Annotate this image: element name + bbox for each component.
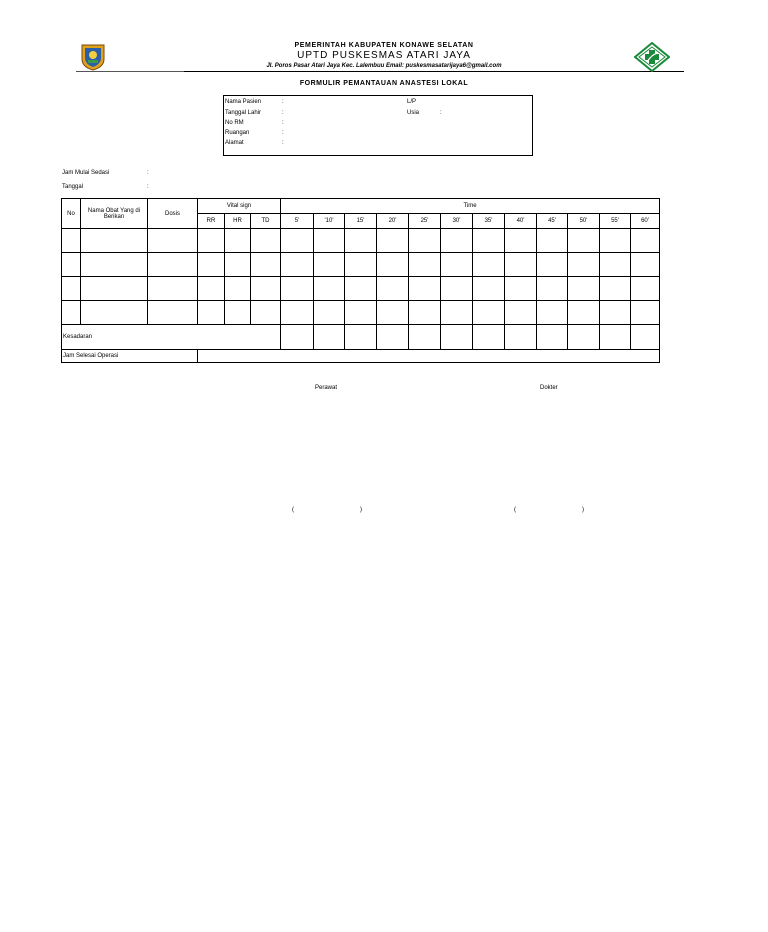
kesadaran-label: Kesadaran bbox=[62, 325, 281, 350]
table-cell[interactable] bbox=[441, 301, 473, 325]
table-cell[interactable] bbox=[198, 301, 225, 325]
table-cell[interactable] bbox=[441, 325, 473, 350]
table-cell[interactable] bbox=[198, 253, 225, 277]
table-cell[interactable] bbox=[225, 229, 251, 253]
table-cell[interactable] bbox=[473, 301, 505, 325]
table-cell[interactable] bbox=[409, 325, 441, 350]
government-name: PEMERINTAH KABUPATEN KONAWE SELATAN bbox=[294, 42, 474, 49]
table-cell[interactable] bbox=[148, 277, 198, 301]
table-cell[interactable] bbox=[568, 301, 600, 325]
table-cell[interactable] bbox=[314, 325, 345, 350]
header-no: No bbox=[62, 199, 81, 229]
table-cell[interactable] bbox=[81, 301, 148, 325]
perawat-sign-open: ( bbox=[292, 507, 294, 513]
table-cell[interactable] bbox=[473, 277, 505, 301]
table-cell[interactable] bbox=[568, 253, 600, 277]
table-cell[interactable] bbox=[409, 301, 441, 325]
patient-info-box: Nama Pasien : Tanggal Lahir : No RM : Ruangan : Alamat : L/P Usia : bbox=[223, 95, 533, 156]
table-cell[interactable] bbox=[631, 253, 660, 277]
puskesmas-logo-icon bbox=[634, 42, 670, 72]
table-cell[interactable] bbox=[600, 325, 631, 350]
table-cell[interactable] bbox=[631, 277, 660, 301]
table-cell[interactable] bbox=[505, 277, 537, 301]
table-cell[interactable] bbox=[600, 277, 631, 301]
table-cell[interactable] bbox=[537, 277, 568, 301]
table-cell[interactable] bbox=[281, 277, 314, 301]
table-cell[interactable] bbox=[314, 301, 345, 325]
table-cell[interactable] bbox=[148, 301, 198, 325]
table-cell[interactable] bbox=[225, 277, 251, 301]
table-cell[interactable] bbox=[62, 277, 81, 301]
header-time-35: 35' bbox=[473, 214, 505, 229]
table-cell[interactable] bbox=[568, 229, 600, 253]
header-vital-sign: Vital sign bbox=[198, 199, 281, 214]
table-cell[interactable] bbox=[441, 253, 473, 277]
header-hr: HR bbox=[225, 214, 251, 229]
table-cell[interactable] bbox=[345, 229, 377, 253]
table-cell[interactable] bbox=[314, 229, 345, 253]
table-cell[interactable] bbox=[148, 229, 198, 253]
jam-selesai-row bbox=[62, 350, 660, 363]
header-time-40: 40' bbox=[505, 214, 537, 229]
table-cell[interactable] bbox=[62, 253, 81, 277]
table-cell[interactable] bbox=[568, 277, 600, 301]
table-cell[interactable] bbox=[600, 229, 631, 253]
header-nama-obat: Nama Obat Yang di Berikan bbox=[81, 199, 148, 229]
header-time-30: 30' bbox=[441, 214, 473, 229]
header-time-55: 55' bbox=[600, 214, 631, 229]
table-cell[interactable] bbox=[198, 229, 225, 253]
table-cell[interactable] bbox=[281, 301, 314, 325]
table-row bbox=[62, 277, 660, 301]
jam-selesai-value[interactable] bbox=[198, 350, 660, 363]
table-cell[interactable] bbox=[148, 253, 198, 277]
table-cell[interactable] bbox=[251, 253, 281, 277]
header-dosis: Dosis bbox=[148, 199, 198, 229]
table-cell[interactable] bbox=[631, 325, 660, 350]
header-rr: RR bbox=[198, 214, 225, 229]
table-cell[interactable] bbox=[198, 277, 225, 301]
table-cell[interactable] bbox=[505, 301, 537, 325]
field-tanggal: Tanggal : bbox=[62, 184, 149, 190]
table-cell[interactable] bbox=[409, 229, 441, 253]
field-jam-mulai-sedasi: Jam Mulai Sedasi : bbox=[62, 170, 149, 176]
table-cell[interactable] bbox=[62, 301, 81, 325]
table-cell[interactable] bbox=[473, 325, 505, 350]
table-row bbox=[62, 301, 660, 325]
table-cell[interactable] bbox=[505, 253, 537, 277]
header-time-20: 20' bbox=[377, 214, 409, 229]
table-cell[interactable] bbox=[314, 277, 345, 301]
table-cell[interactable] bbox=[377, 325, 409, 350]
puskesmas-name: UPTD PUSKESMAS ATARI JAYA bbox=[297, 50, 471, 61]
table-cell[interactable] bbox=[225, 253, 251, 277]
table-row bbox=[62, 229, 660, 253]
table-cell[interactable] bbox=[345, 325, 377, 350]
table-cell[interactable] bbox=[377, 301, 409, 325]
table-cell[interactable] bbox=[537, 229, 568, 253]
table-cell[interactable] bbox=[251, 277, 281, 301]
table-cell[interactable] bbox=[225, 301, 251, 325]
table-cell[interactable] bbox=[631, 229, 660, 253]
table-cell[interactable] bbox=[81, 277, 148, 301]
table-cell[interactable] bbox=[251, 229, 281, 253]
table-cell[interactable] bbox=[505, 325, 537, 350]
table-header-row bbox=[62, 199, 660, 214]
dokter-label: Dokter bbox=[540, 385, 558, 391]
header-time-5: 5' bbox=[281, 214, 314, 229]
header-divider bbox=[184, 71, 684, 72]
table-cell[interactable] bbox=[62, 229, 81, 253]
table-cell[interactable] bbox=[377, 277, 409, 301]
dokter-sign-close: ) bbox=[582, 507, 584, 513]
table-cell[interactable] bbox=[441, 277, 473, 301]
header-td: TD bbox=[251, 214, 281, 229]
address-line: Jl. Poros Pasar Atari Jaya Kec. Lalembuu Email: puskesmasatarijaya6@gmail.com bbox=[266, 63, 502, 69]
table-cell[interactable] bbox=[473, 253, 505, 277]
table-cell[interactable] bbox=[281, 229, 314, 253]
table-cell[interactable] bbox=[377, 229, 409, 253]
table-cell[interactable] bbox=[314, 253, 345, 277]
table-cell[interactable] bbox=[81, 253, 148, 277]
table-cell[interactable] bbox=[345, 253, 377, 277]
header-time-15: 15' bbox=[345, 214, 377, 229]
table-cell[interactable] bbox=[631, 301, 660, 325]
perawat-sign-close: ) bbox=[360, 507, 362, 513]
header-divider-left bbox=[76, 71, 184, 72]
table-cell[interactable] bbox=[345, 301, 377, 325]
dokter-sign-open: ( bbox=[514, 507, 516, 513]
table-cell[interactable] bbox=[441, 229, 473, 253]
table-cell[interactable] bbox=[600, 253, 631, 277]
table-cell[interactable] bbox=[473, 229, 505, 253]
table-cell[interactable] bbox=[505, 229, 537, 253]
table-cell[interactable] bbox=[251, 301, 281, 325]
table-cell[interactable] bbox=[600, 301, 631, 325]
perawat-label: Perawat bbox=[315, 385, 338, 391]
table-cell[interactable] bbox=[281, 325, 314, 350]
data-rows bbox=[62, 229, 660, 325]
table-cell[interactable] bbox=[537, 253, 568, 277]
header-time-25: 25' bbox=[409, 214, 441, 229]
table-cell[interactable] bbox=[377, 253, 409, 277]
table-cell[interactable] bbox=[281, 253, 314, 277]
table-cell[interactable] bbox=[409, 277, 441, 301]
kesadaran-row bbox=[62, 325, 660, 350]
table-cell[interactable] bbox=[537, 325, 568, 350]
header-time: Time bbox=[281, 199, 660, 214]
header-time-60: 60' bbox=[631, 214, 660, 229]
header-time-45: 45' bbox=[537, 214, 568, 229]
table-row bbox=[62, 253, 660, 277]
header-time-50: 50' bbox=[568, 214, 600, 229]
form-title: FORMULIR PEMANTAUAN ANASTESI LOKAL bbox=[299, 80, 469, 87]
table-cell[interactable] bbox=[409, 253, 441, 277]
table-cell[interactable] bbox=[345, 277, 377, 301]
table-cell[interactable] bbox=[568, 325, 600, 350]
table-cell[interactable] bbox=[81, 229, 148, 253]
table-cell[interactable] bbox=[537, 301, 568, 325]
jam-selesai-label: Jam Selesai Operasi bbox=[62, 350, 198, 363]
monitoring-table bbox=[61, 198, 660, 363]
header-time-10: '10' bbox=[314, 214, 345, 229]
